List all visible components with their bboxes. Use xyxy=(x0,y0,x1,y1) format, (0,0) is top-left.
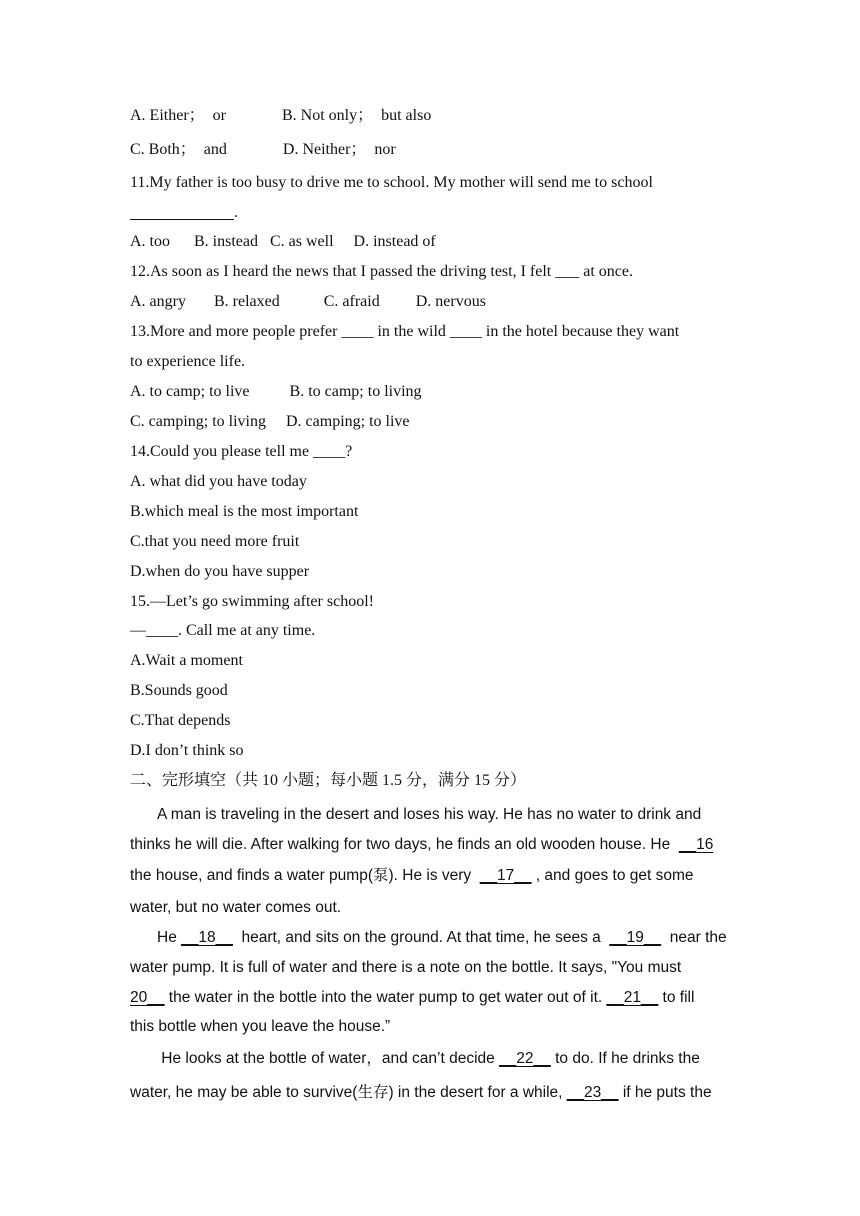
q12-stem xyxy=(130,262,633,282)
passage-p1-line1: A man is traveling in the desert and loses his way. He has no water to drink and xyxy=(157,806,702,823)
passage-text: to do. If he drinks the xyxy=(550,1050,700,1067)
blank-20: 20__ xyxy=(130,989,165,1006)
q15-option-d: D.I don’t think so xyxy=(130,742,244,759)
q14-option-a: A. what did you have today xyxy=(130,473,307,490)
passage-p3-line2 xyxy=(130,1083,712,1103)
passage-text: thinks he will die. After walking for two days, he finds an old wooden house. He xyxy=(130,836,679,853)
q13-stem-line1: 13.More and more people prefer ____ in the wild ____ in the hotel because they want xyxy=(130,323,680,340)
q11-answer-blank xyxy=(130,219,234,220)
passage-text: if he puts the xyxy=(618,1084,712,1101)
q14-option-d: D.when do you have supper xyxy=(130,563,310,580)
blank-18: __18__ xyxy=(181,929,233,946)
q13-stem-line2: to experience life. xyxy=(130,353,246,370)
passage-text: the house, and finds a water pump(泵). He is very xyxy=(130,867,480,884)
q12-blank: ___ xyxy=(555,263,580,280)
q15-stem-line1: 15.—Let’s go swimming after school! xyxy=(130,593,374,610)
passage-text: water, he may be able to survive(生存) in the desert for a while, xyxy=(130,1084,567,1101)
q11-stem-end: . xyxy=(234,204,238,221)
q14-option-b: B.which meal is the most important xyxy=(130,503,359,520)
q13-options-row2: C. camping; to living D. camping; to live xyxy=(130,413,410,430)
q15-stem-line2: —____. Call me at any time. xyxy=(130,622,316,639)
passage-text: to fill xyxy=(658,989,695,1006)
blank-16: __16 xyxy=(678,836,714,853)
passage-p1-line3 xyxy=(130,866,694,886)
q15-option-a: A.Wait a moment xyxy=(130,652,243,669)
passage-p2-line4: this bottle when you leave the house.” xyxy=(130,1018,391,1035)
section-heading-cloze: 二、完形填空（共 10 小题；每小题 1.5 分，满分 15 分） xyxy=(130,772,527,789)
q11-options: A. too B. instead C. as well D. instead of xyxy=(130,233,436,250)
passage-p1-line4: water, but no water comes out. xyxy=(130,899,342,916)
passage-text: , and goes to get some xyxy=(531,867,694,884)
blank-17: __17__ xyxy=(479,867,532,884)
passage-text: near the xyxy=(661,929,727,946)
blank-22: __22__ xyxy=(499,1050,551,1067)
q15-option-b: B.Sounds good xyxy=(130,682,228,699)
q12-stem-end: at once. xyxy=(579,263,633,280)
q12-stem-text: 12.As soon as I heard the news that I passed the driving test, I felt xyxy=(130,263,556,280)
blank-21: __21__ xyxy=(606,989,659,1006)
passage-text: He xyxy=(157,929,182,946)
blank-19: __19__ xyxy=(609,929,662,946)
q14-option-c: C.that you need more fruit xyxy=(130,533,300,550)
passage-text: heart, and sits on the ground. At that time, he sees a xyxy=(232,929,610,946)
passage-p2-line1 xyxy=(157,928,727,948)
q10-options-row2: C. Both； and D. Neither； nor xyxy=(130,141,396,158)
passage-p3-line1 xyxy=(157,1049,700,1069)
q14-stem: 14.Could you please tell me ____? xyxy=(130,443,353,460)
q11-stem: 11.My father is too busy to drive me to school. My mother will send me to school xyxy=(130,174,653,191)
q13-options-row1: A. to camp; to live B. to camp; to living xyxy=(130,383,422,400)
q12-options: A. angry B. relaxed C. afraid D. nervous xyxy=(130,293,486,310)
blank-23: __23__ xyxy=(566,1084,619,1101)
passage-text: the water in the bottle into the water pump to get water out of it. xyxy=(164,989,607,1006)
q10-options-row1: A. Either； or B. Not only； but also xyxy=(130,107,432,124)
passage-p2-line3 xyxy=(130,988,694,1008)
passage-text: He looks at the bottle of water，and can’t decide xyxy=(157,1050,500,1067)
passage-p1-line2 xyxy=(130,835,713,855)
q15-option-c: C.That depends xyxy=(130,712,231,729)
passage-p2-line2: water pump. It is full of water and there is a note on the bottle. It says, "You must xyxy=(130,959,682,976)
